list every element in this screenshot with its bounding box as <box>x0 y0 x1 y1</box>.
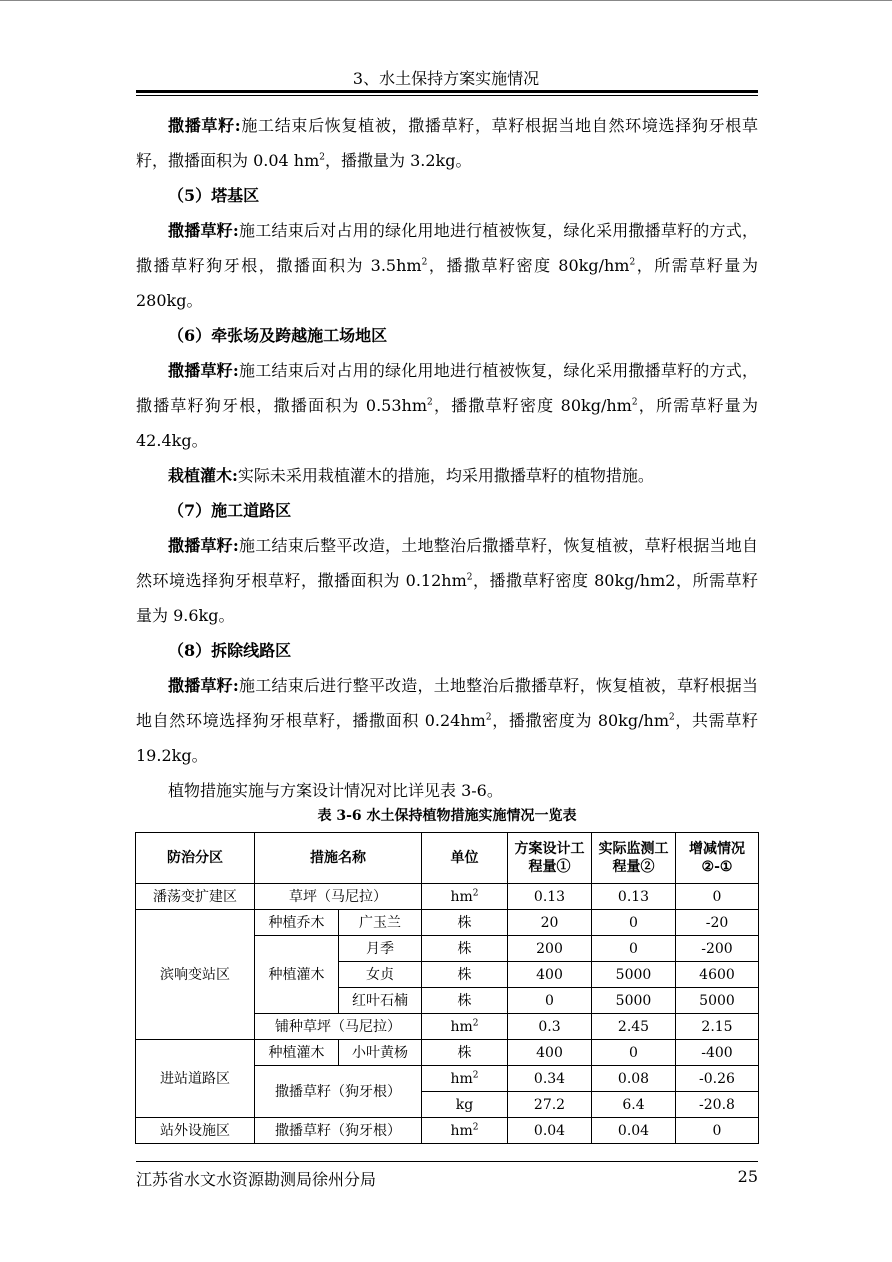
cell-actual: 6.4 <box>592 1092 676 1118</box>
cell-unit: 株 <box>422 988 508 1014</box>
cell-actual: 0.13 <box>592 884 676 910</box>
cell-zone: 站外设施区 <box>136 1118 255 1144</box>
header-rule-thin <box>136 95 758 96</box>
cell-diff: 4600 <box>676 962 759 988</box>
paragraph-text: ，所需草籽量为 280kg。 <box>136 256 758 310</box>
cell-actual: 0 <box>592 910 676 936</box>
vegetation-measures-table <box>135 832 759 1144</box>
paragraph-text: ，播撒密度为 80kg/hm <box>491 711 669 730</box>
cell-diff: -0.26 <box>676 1066 759 1092</box>
paragraph-text: ，所需草籽量为 42.4kg。 <box>136 396 758 450</box>
cell-species: 月季 <box>339 936 422 962</box>
paragraph-seeding-5 <box>136 668 758 773</box>
paragraph-label: 撒播草籽: <box>168 361 239 380</box>
cell-design: 400 <box>508 962 592 988</box>
paragraph-text: ，播撒草籽密度 80kg/hm <box>432 396 632 415</box>
paragraph-label: 栽植灌木: <box>168 466 238 485</box>
cell-diff: -20 <box>676 910 759 936</box>
paragraph-text: ，播撒量为 3.2kg。 <box>325 151 472 170</box>
section-heading-tension-field: （6）牵张场及跨越施工场地区 <box>168 326 388 345</box>
cell-zone: 潘荡变扩建区 <box>136 884 255 910</box>
cell-actual: 0.04 <box>592 1118 676 1144</box>
cell-species: 小叶黄杨 <box>339 1040 422 1066</box>
cell-actual: 2.45 <box>592 1014 676 1040</box>
cell-diff: -200 <box>676 936 759 962</box>
cell-design: 400 <box>508 1040 592 1066</box>
cell-measure-type: 种植灌木 <box>255 936 339 1014</box>
superscript: 2 <box>466 572 473 583</box>
cell-species: 广玉兰 <box>339 910 422 936</box>
superscript: 2 <box>631 397 638 408</box>
table-row <box>136 1118 759 1144</box>
paragraph-label: 撒播草籽: <box>168 536 239 555</box>
cell-design: 20 <box>508 910 592 936</box>
cell-measure: 撒播草籽（狗牙根） <box>255 1066 422 1118</box>
cell-measure: 撒播草籽（狗牙根） <box>255 1118 422 1144</box>
cell-species: 红叶石楠 <box>339 988 422 1014</box>
cell-unit: 株 <box>422 936 508 962</box>
table-row <box>136 1040 759 1066</box>
cell-actual: 0 <box>592 936 676 962</box>
paragraph-text: 施工结束后对占用的绿化用地进行植被恢复，绿化采用撒播草籽的方式，撒播草籽狗牙根，撒播面积为 0.53hm <box>136 361 758 415</box>
header-design-quantity: 方案设计工 程量① <box>508 833 592 884</box>
header-actual-quantity: 实际监测工 程量② <box>592 833 676 884</box>
cell-measure: 草坪（马尼拉） <box>255 884 422 910</box>
paragraph-text: 施工结束后进行整平改造，土地整治后撒播草籽，恢复植被，草籽根据当地自然环境选择狗牙根草籽，播撒面积 0.24hm <box>136 676 758 730</box>
table-row <box>136 910 759 936</box>
superscript: 2 <box>629 257 636 268</box>
paragraph-text: 施工结束后对占用的绿化用地进行植被恢复，绿化采用撒播草籽的方式，撒播草籽狗牙根，撒播面积为 3.5hm <box>136 221 758 275</box>
cell-design: 0.34 <box>508 1066 592 1092</box>
cell-design: 27.2 <box>508 1092 592 1118</box>
superscript: 2 <box>319 152 326 163</box>
paragraph-seeding-3 <box>136 353 758 458</box>
header-unit: 单位 <box>422 833 508 884</box>
section-heading-tower-base: （5）塔基区 <box>168 186 260 205</box>
cell-actual: 0.08 <box>592 1066 676 1092</box>
paragraph-text: ，播撒草籽密度 80kg/hm <box>427 256 630 275</box>
cell-actual: 5000 <box>592 962 676 988</box>
paragraph-text: ，共需草籽 19.2kg。 <box>136 711 758 765</box>
cell-unit: $hm^2$ <box>422 1014 508 1040</box>
cell-unit: 株 <box>422 1040 508 1066</box>
cell-unit: $hm^2$ <box>422 1066 508 1092</box>
paragraph-label: 撒播草籽: <box>168 116 241 135</box>
cell-zone: 进站道路区 <box>136 1040 255 1118</box>
cell-diff: 5000 <box>676 988 759 1014</box>
cell-diff: -400 <box>676 1040 759 1066</box>
cell-measure: 铺种草坪（马尼拉） <box>255 1014 422 1040</box>
cell-measure-type: 种植灌木 <box>255 1040 339 1066</box>
cell-design: 200 <box>508 936 592 962</box>
cell-design: 0.3 <box>508 1014 592 1040</box>
header-zone: 防治分区 <box>136 833 255 884</box>
cell-zone: 滨响变站区 <box>136 910 255 1040</box>
cell-diff: 2.15 <box>676 1014 759 1040</box>
page-header-title: 3、水土保持方案实施情况 <box>352 69 540 88</box>
header-rule-thick <box>136 90 758 93</box>
footer-rule <box>136 1161 758 1162</box>
paragraph-text: 施工结束后恢复植被，撒播草籽，草籽根据当地自然环境选择狗牙根草籽，撒播面积为 0.04 hm <box>136 116 758 170</box>
body-content <box>136 108 758 808</box>
footer-organization: 江苏省水文水资源勘测局徐州分局 <box>136 1170 377 1189</box>
paragraph-text: ，播撒草籽密度 80kg/hm2，所需草籽量为 9.6kg。 <box>136 571 758 625</box>
superscript: 2 <box>669 712 675 723</box>
cell-diff: 0 <box>676 1118 759 1144</box>
section-heading-demolished-line: （8）拆除线路区 <box>168 641 292 660</box>
cell-unit: $hm^2$ <box>422 884 508 910</box>
cell-design: 0.13 <box>508 884 592 910</box>
superscript: 2 <box>421 257 428 268</box>
table-caption: 表 3-6 水土保持植物措施实施情况一览表 <box>317 808 577 824</box>
top-border-line <box>0 0 892 1</box>
paragraph-seeding-1 <box>136 108 758 178</box>
paragraph-label: 撒播草籽: <box>168 221 239 240</box>
cell-design: 0 <box>508 988 592 1014</box>
table-row <box>136 884 759 910</box>
cell-actual: 0 <box>592 1040 676 1066</box>
cell-unit: $hm^2$ <box>422 1118 508 1144</box>
cell-measure-type: 种植乔木 <box>255 910 339 936</box>
paragraph-text: 实际未采用栽植灌木的措施，均采用撒播草籽的植物措施。 <box>237 466 654 485</box>
cell-species: 女贞 <box>339 962 422 988</box>
paragraph-shrub-planting <box>136 458 758 493</box>
paragraph-table-reference: 植物措施实施与方案设计情况对比详见表 3-6。 <box>168 781 503 800</box>
section-heading-construction-road: （7）施工道路区 <box>168 501 292 520</box>
paragraph-seeding-2 <box>136 213 758 318</box>
header-difference: 增减情况 ②-① <box>676 833 759 884</box>
superscript: 2 <box>485 712 492 723</box>
cell-diff: 0 <box>676 884 759 910</box>
cell-design: 0.04 <box>508 1118 592 1144</box>
table-header-row <box>136 833 759 884</box>
cell-diff: -20.8 <box>676 1092 759 1118</box>
paragraph-label: 撒播草籽: <box>168 676 239 695</box>
cell-unit: kg <box>422 1092 508 1118</box>
page-number: 25 <box>737 1167 758 1186</box>
header-measure: 措施名称 <box>255 833 422 884</box>
paragraph-seeding-4 <box>136 528 758 633</box>
cell-unit: 株 <box>422 910 508 936</box>
cell-actual: 5000 <box>592 988 676 1014</box>
superscript: 2 <box>427 397 433 408</box>
paragraph-text: 施工结束后整平改造，土地整治后撒播草籽，恢复植被，草籽根据当地自然环境选择狗牙根草籽，撒播面积为 0.12hm <box>136 536 758 590</box>
cell-unit: 株 <box>422 962 508 988</box>
